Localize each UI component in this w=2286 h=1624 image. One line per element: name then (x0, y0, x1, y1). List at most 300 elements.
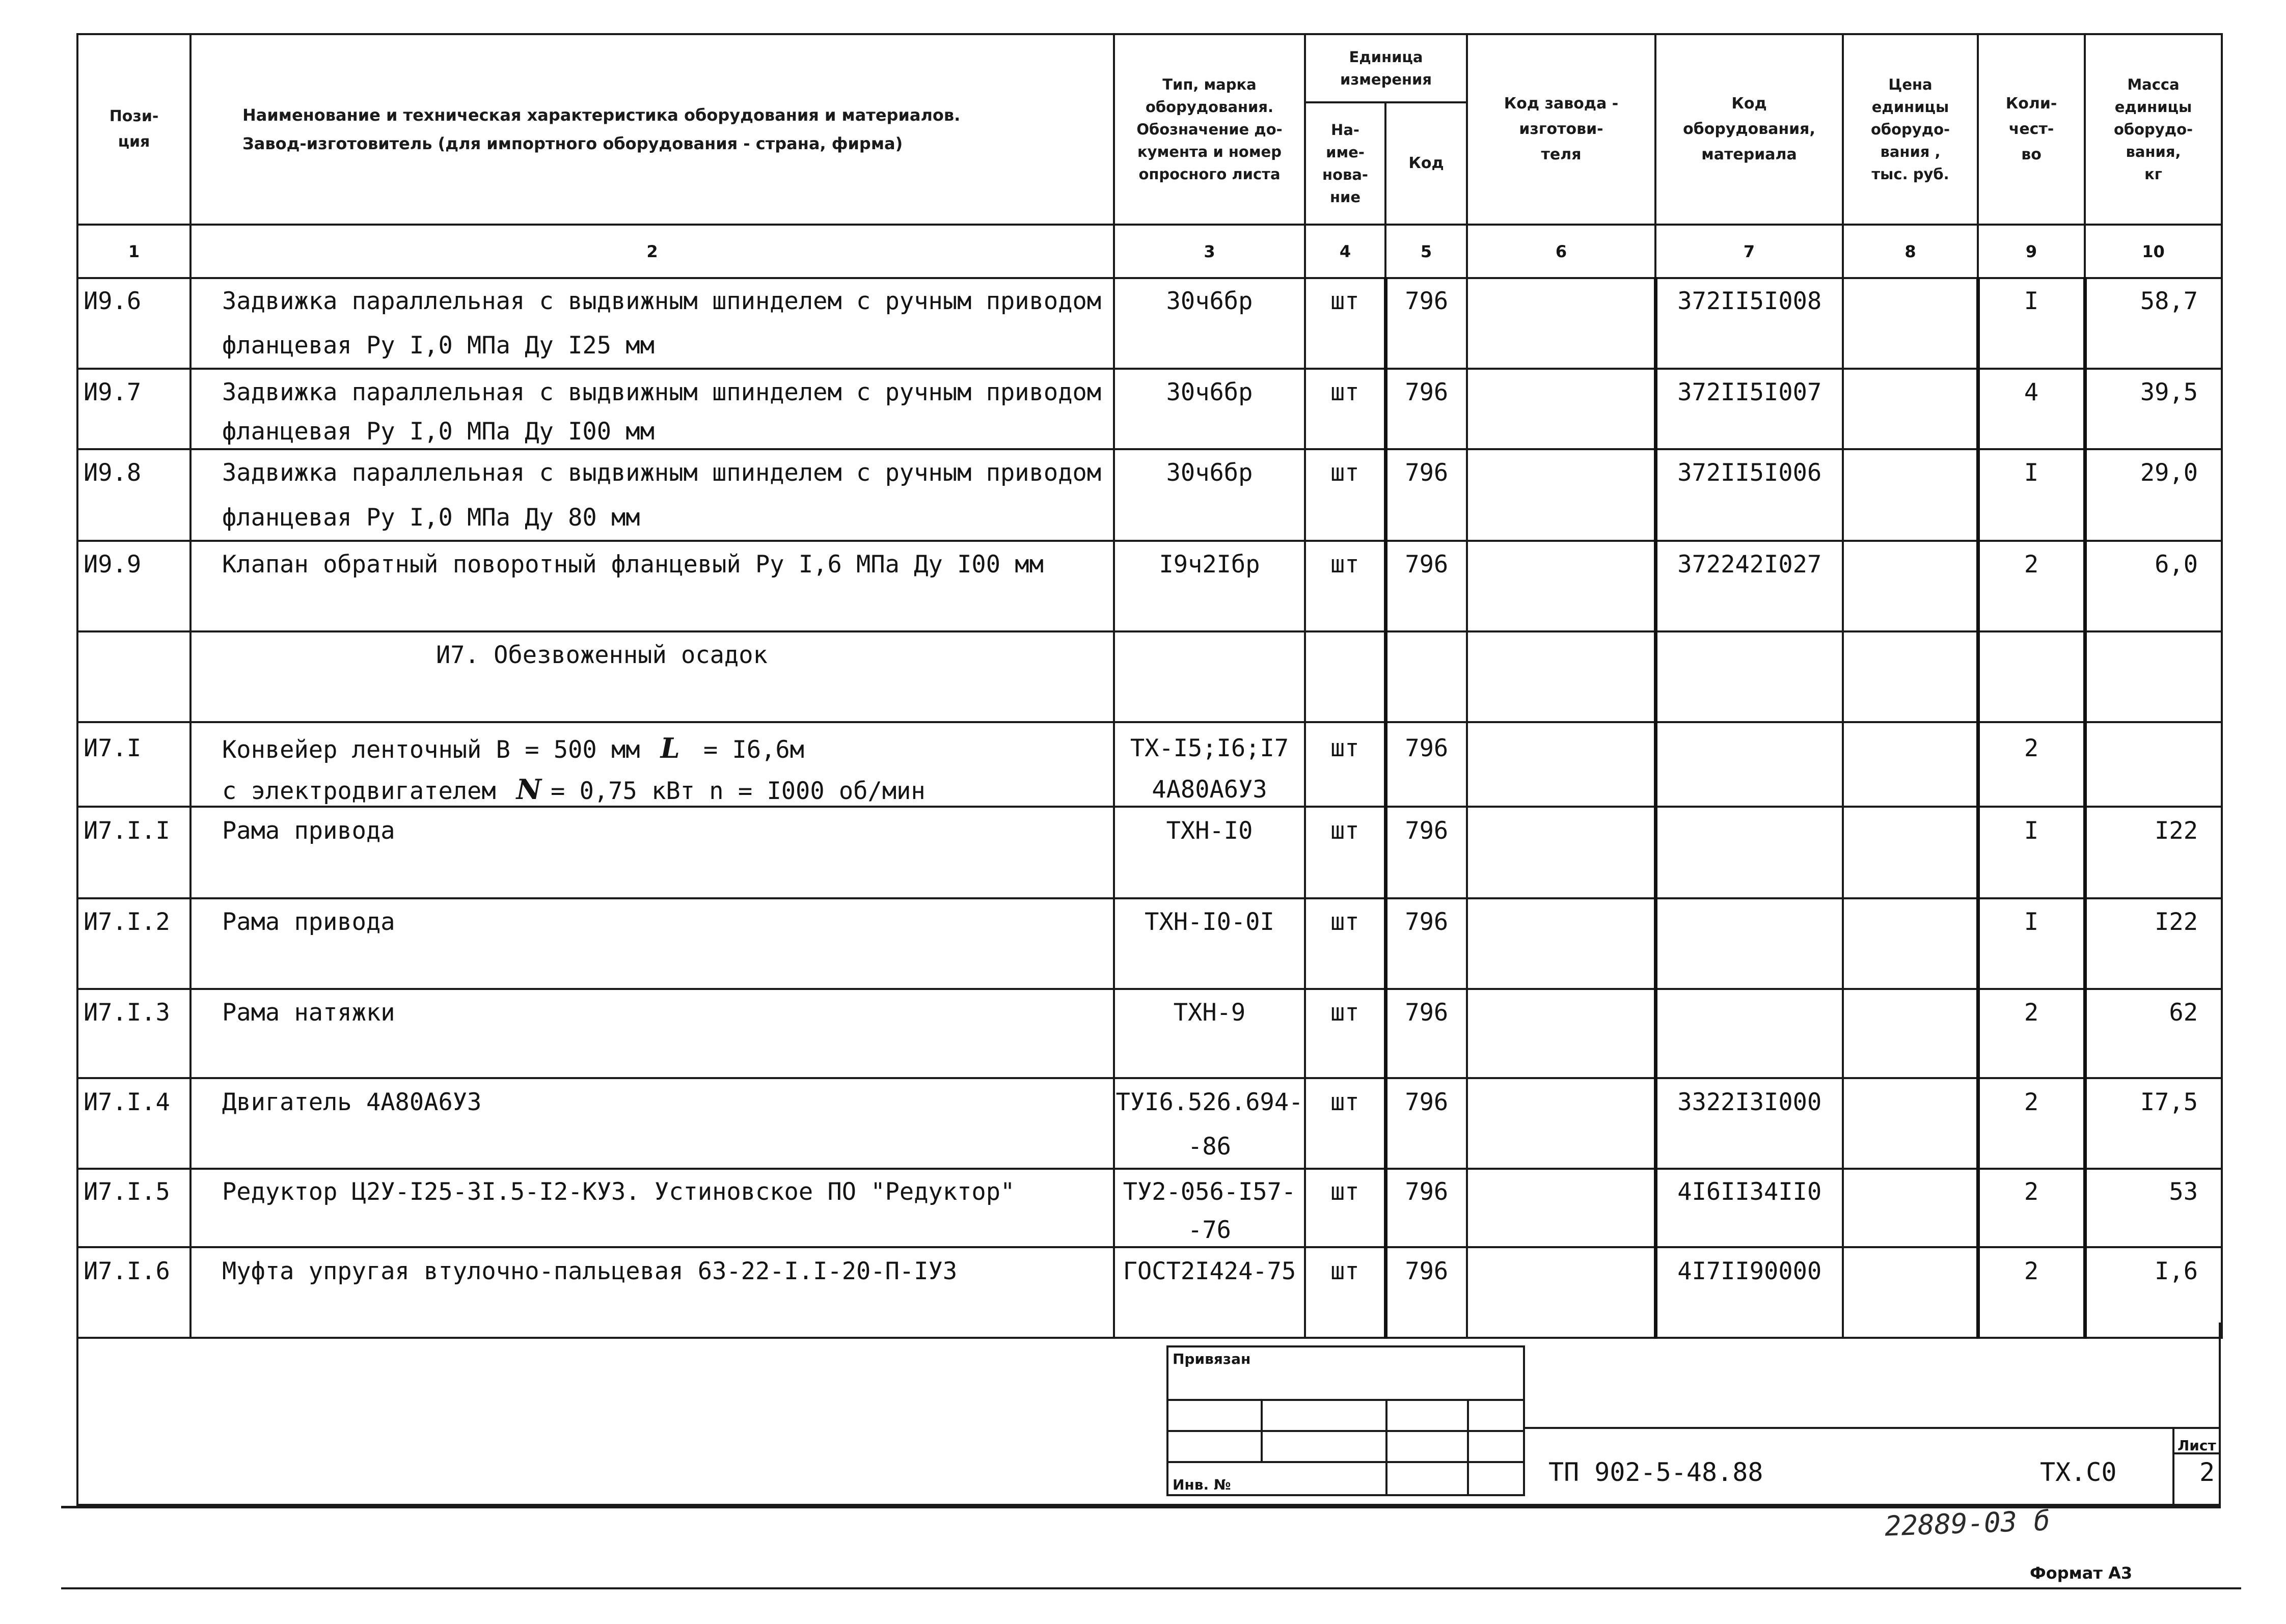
header-line: Наименование и техническая характеристика оборудования и материалов. (242, 105, 961, 125)
item-name: фланцевая Ру I,0 МПа Ду I00 мм (222, 417, 655, 446)
cell-type (1114, 944, 1305, 989)
cell-price (1843, 773, 1978, 807)
item-name: Конвейер ленточный В = 500 мм (222, 736, 640, 764)
cell-qty (1978, 587, 2085, 631)
cell-unit (1305, 369, 1385, 415)
column-number-row (77, 225, 2222, 278)
cell-value: И9.6 (84, 287, 142, 315)
cell-equip (1655, 989, 1843, 1035)
header-line: единицы (2114, 98, 2192, 116)
header-position (77, 34, 190, 225)
header-line: опросного листа (1138, 166, 1281, 183)
cell-price (1843, 722, 1978, 773)
item-name-tail: = 0,75 кВт n = I000 об/мин (551, 777, 926, 805)
cell-type (1114, 415, 1305, 449)
cell-type (1114, 1078, 1305, 1125)
cell-code (1385, 587, 1467, 631)
cell-plant (1467, 1125, 1655, 1169)
cell-plant (1467, 449, 1655, 495)
item-name: Рама привода (222, 816, 395, 845)
cell-qty (1978, 773, 2085, 807)
table-row (77, 722, 2222, 773)
header-line: Обозначение до- (1136, 121, 1283, 138)
cell-qty (1978, 722, 2085, 773)
cell-unit (1305, 807, 1385, 854)
cell-plant (1467, 944, 1655, 989)
cell-plant (1467, 495, 1655, 541)
cell-value: 2 (2024, 1088, 2039, 1116)
cell-pos (77, 722, 190, 773)
column-number: 1 (77, 225, 190, 278)
cell-mass (2085, 369, 2222, 415)
cell-price (1843, 278, 1978, 323)
cell-type (1114, 677, 1305, 722)
header-line: изготови- (1519, 120, 1603, 138)
header-line: вания, (2126, 143, 2181, 160)
header-line: Единица (1349, 48, 1423, 66)
item-name: с электродвигателем (222, 777, 496, 805)
header-unit-name (1305, 102, 1385, 225)
cell-type (1114, 1125, 1305, 1169)
cell-value: I,6 (2155, 1257, 2198, 1285)
cell-plant (1467, 1078, 1655, 1125)
cell-price (1843, 415, 1978, 449)
cell-unit (1305, 449, 1385, 495)
cell-equip (1655, 495, 1843, 541)
cell-type (1114, 495, 1305, 541)
cell-pos (77, 278, 190, 323)
cell-mass (2085, 807, 2222, 854)
cell-code (1385, 989, 1467, 1035)
cell-equip (1655, 722, 1843, 773)
cell-qty (1978, 541, 2085, 587)
page-trim-line (61, 1587, 2241, 1589)
title-block-line (1523, 1427, 2221, 1429)
cell-price (1843, 369, 1978, 415)
cell-mass (2085, 773, 2222, 807)
cell-plant (1467, 1247, 1655, 1294)
cell-price (1843, 1169, 1978, 1214)
header-line: Код завода - (1504, 95, 1619, 113)
header-line: име- (1326, 144, 1365, 161)
item-name: Муфта упругая втулочно-пальцевая 63-22-I.I-20-П-IУ3 (222, 1257, 958, 1285)
cell-value: 2 (2024, 1177, 2039, 1206)
table-row (77, 807, 2222, 854)
cell-value: И9.9 (84, 550, 142, 579)
cell-plant (1467, 722, 1655, 773)
cell-qty (1978, 898, 2085, 944)
header-plant-code (1467, 34, 1655, 225)
cell-pos (77, 415, 190, 449)
cell-unit (1305, 631, 1385, 677)
table-row (77, 495, 2222, 541)
cell-plant (1467, 773, 1655, 807)
document-number: ТП 902-5-48.88 (1548, 1457, 1763, 1487)
cell-value: 53 (2169, 1177, 2198, 1206)
cell-plant (1467, 898, 1655, 944)
cell-value: I22 (2155, 907, 2198, 936)
cell-equip (1655, 677, 1843, 722)
cell-price (1843, 1078, 1978, 1125)
cell-code (1385, 1169, 1467, 1214)
column-number: 4 (1305, 225, 1385, 278)
header-line: Коли- (2005, 95, 2057, 113)
cell-equip (1655, 1247, 1843, 1294)
cell-equip (1655, 278, 1843, 323)
cell-value: шт (1330, 1088, 1359, 1116)
cell-value: И7.I.4 (84, 1088, 170, 1116)
header-line: оборудования, (1683, 120, 1815, 138)
linked-label: Привязан (1167, 1346, 1524, 1400)
cell-price (1843, 1214, 1978, 1247)
cell-mass (2085, 495, 2222, 541)
cell-qty (1978, 1169, 2085, 1214)
cell-value: I (2024, 287, 2039, 315)
table-header (77, 34, 2222, 278)
cell-qty (1978, 449, 2085, 495)
cell-value: ТУI6.526.694- (1115, 1088, 1303, 1116)
document-code: ТХ.С0 (2040, 1457, 2117, 1487)
cell-type (1114, 631, 1305, 677)
cell-code (1385, 631, 1467, 677)
cell-name (190, 898, 1114, 944)
cell-plant (1467, 631, 1655, 677)
cell-qty (1978, 369, 2085, 415)
cell-code (1385, 898, 1467, 944)
cell-type (1114, 722, 1305, 773)
cell-pos (77, 1247, 190, 1294)
item-name: Рама натяжки (222, 998, 395, 1027)
cell-value: 372242I027 (1677, 550, 1822, 579)
cell-type (1114, 854, 1305, 898)
cell-mass (2085, 631, 2222, 677)
table-row (77, 415, 2222, 449)
table-row (77, 1035, 2222, 1078)
cell-value: И9.7 (84, 378, 142, 406)
header-line: Тип, марка (1162, 76, 1257, 93)
cell-type (1114, 807, 1305, 854)
header-line: во (2021, 146, 2042, 163)
cell-value: ТХН-I0 (1166, 816, 1253, 845)
cell-value: шт (1330, 907, 1359, 936)
header-line: ние (1329, 188, 1361, 206)
cell-pos (77, 587, 190, 631)
cell-value: 30ч6бр (1166, 378, 1253, 406)
cell-equip (1655, 1035, 1843, 1078)
cell-plant (1467, 677, 1655, 722)
cell-mass (2085, 587, 2222, 631)
table-row (77, 854, 2222, 898)
frame-bottom-line (61, 1506, 2221, 1508)
cell-mass (2085, 677, 2222, 722)
cell-type (1114, 449, 1305, 495)
cell-type (1114, 1035, 1305, 1078)
cell-qty (1978, 1214, 2085, 1247)
cell-value: ТХ-I5;I6;I7 (1130, 734, 1289, 762)
cell-unit (1305, 587, 1385, 631)
table-row (77, 587, 2222, 631)
cell-equip (1655, 773, 1843, 807)
cell-equip (1655, 1214, 1843, 1247)
cell-mass (2085, 278, 2222, 323)
table-row (77, 1078, 2222, 1125)
cell-type (1114, 278, 1305, 323)
header-line: Масса (2127, 76, 2180, 93)
cell-value: I22 (2155, 816, 2198, 845)
cell-qty (1978, 1125, 2085, 1169)
header-price (1843, 34, 1978, 225)
cell-name (190, 944, 1114, 989)
cell-plant (1467, 369, 1655, 415)
cell-unit (1305, 278, 1385, 323)
table-row (77, 773, 2222, 807)
cell-type (1114, 898, 1305, 944)
header-line: оборудо- (2113, 121, 2193, 138)
cell-mass (2085, 1169, 2222, 1214)
header-line: Цена (1888, 76, 1933, 93)
cell-pos (77, 449, 190, 495)
cell-value: шт (1330, 458, 1359, 487)
cell-equip (1655, 369, 1843, 415)
header-line: ция (118, 133, 150, 151)
table-row (77, 944, 2222, 989)
specification-table (76, 33, 2223, 1339)
table-row (77, 1169, 2222, 1214)
header-mass (2085, 34, 2222, 225)
cell-qty (1978, 495, 2085, 541)
cell-unit (1305, 854, 1385, 898)
header-line: единицы (1871, 98, 1949, 116)
header-line: На- (1331, 121, 1359, 139)
cell-equip (1655, 854, 1843, 898)
cell-qty (1978, 415, 2085, 449)
item-name-tail: = I6,6м (689, 736, 804, 764)
cell-qty (1978, 854, 2085, 898)
cell-value: 2 (2024, 1257, 2039, 1285)
cell-mass (2085, 415, 2222, 449)
section-row (77, 631, 2222, 677)
cell-value: 372II5I008 (1677, 287, 1822, 315)
cell-value: 2 (2024, 998, 2039, 1027)
header-quantity (1978, 34, 2085, 225)
cell-plant (1467, 587, 1655, 631)
cell-value: шт (1330, 287, 1359, 315)
cell-equip (1655, 1125, 1843, 1169)
item-name: Редуктор Ц2У-I25-3I.5-I2-КУ3. Устиновское ПО "Редуктор" (222, 1177, 1015, 1206)
column-number: 3 (1114, 225, 1305, 278)
header-equipment-code (1655, 34, 1843, 225)
header-line: теля (1541, 146, 1582, 163)
table-body (77, 278, 2222, 1338)
cell-plant (1467, 1035, 1655, 1078)
cell-name (190, 587, 1114, 631)
cell-value: 796 (1405, 458, 1449, 487)
cell-value: I (2024, 458, 2039, 487)
cell-value: I7,5 (2140, 1088, 2198, 1116)
cell-plant (1467, 989, 1655, 1035)
cell-unit (1305, 944, 1385, 989)
cell-equip (1655, 323, 1843, 369)
table-row (77, 278, 2222, 323)
cell-pos (77, 1125, 190, 1169)
cell-code (1385, 773, 1467, 807)
cell-unit (1305, 415, 1385, 449)
cell-code (1385, 323, 1467, 369)
cell-type (1114, 587, 1305, 631)
cell-mass (2085, 944, 2222, 989)
cell-value: шт (1330, 378, 1359, 406)
cell-type (1114, 773, 1305, 807)
sheet-label: Лист (2178, 1437, 2216, 1454)
cell-mass (2085, 989, 2222, 1035)
cell-pos (77, 1078, 190, 1125)
table-row (77, 1125, 2222, 1169)
cell-unit (1305, 541, 1385, 587)
cell-value: I9ч2Iбр (1159, 550, 1260, 579)
cell-unit (1305, 1125, 1385, 1169)
cell-name (190, 1169, 1114, 1214)
cell-mass (2085, 854, 2222, 898)
cell-pos (77, 773, 190, 807)
cell-value: -86 (1188, 1132, 1231, 1161)
column-number: 2 (190, 225, 1114, 278)
table-row (77, 989, 2222, 1035)
cell-code (1385, 1078, 1467, 1125)
cell-name (190, 278, 1114, 323)
cell-value: 796 (1405, 816, 1449, 845)
cell-type (1114, 989, 1305, 1035)
cell-plant (1467, 854, 1655, 898)
cell-equip (1655, 631, 1843, 677)
cell-plant (1467, 415, 1655, 449)
table-row (77, 1247, 2222, 1294)
sheet-box-divider (2172, 1427, 2174, 1506)
cell-type (1114, 369, 1305, 415)
handwritten-symbol: N (516, 773, 541, 806)
cell-pos (77, 989, 190, 1035)
cell-pos (77, 541, 190, 587)
cell-value: 39,5 (2140, 378, 2198, 406)
cell-qty (1978, 278, 2085, 323)
format-label: Формат А3 (2030, 1563, 2133, 1583)
item-name: И7. Обезвоженный осадок (436, 641, 768, 669)
cell-value: 58,7 (2140, 287, 2198, 315)
cell-pos (77, 807, 190, 854)
cell-pos (77, 495, 190, 541)
item-name: фланцевая Ру I,0 МПа Ду I25 мм (222, 331, 655, 360)
inventory-number: 22889-03 б (1884, 1504, 2051, 1543)
cell-name (190, 1125, 1114, 1169)
cell-equip (1655, 898, 1843, 944)
cell-value: 796 (1405, 287, 1449, 315)
cell-value: 796 (1405, 550, 1449, 579)
cell-code (1385, 677, 1467, 722)
cell-price (1843, 587, 1978, 631)
cell-name (190, 1214, 1114, 1247)
table-row (77, 541, 2222, 587)
cell-value: 796 (1405, 998, 1449, 1027)
header-line: Пози- (109, 107, 159, 125)
cell-value: И7.I.5 (84, 1177, 170, 1206)
cell-value: 3322I3I000 (1677, 1088, 1822, 1116)
cell-plant (1467, 278, 1655, 323)
item-name: Клапан обратный поворотный фланцевый Ру I,6 МПа Ду I00 мм (222, 550, 1044, 579)
cell-value: 372II5I006 (1677, 458, 1822, 487)
drawing-frame (76, 1323, 2221, 1506)
cell-pos (77, 677, 190, 722)
header-line: оборудования. (1145, 98, 1274, 116)
cell-price (1843, 631, 1978, 677)
cell-unit (1305, 677, 1385, 722)
cell-name (190, 369, 1114, 415)
table-row (77, 677, 2222, 722)
cell-qty (1978, 989, 2085, 1035)
cell-pos (77, 1169, 190, 1214)
cell-mass (2085, 1214, 2222, 1247)
cell-value: ТХН-9 (1173, 998, 1246, 1027)
cell-value: И7.I.I (84, 816, 170, 845)
cell-price (1843, 944, 1978, 989)
cell-plant (1467, 807, 1655, 854)
cell-unit (1305, 323, 1385, 369)
header-line: материала (1701, 146, 1797, 163)
cell-value: I (2024, 907, 2039, 936)
cell-type (1114, 1214, 1305, 1247)
cell-value: шт (1330, 998, 1359, 1027)
cell-value: 30ч6бр (1166, 458, 1253, 487)
cell-value: 2 (2024, 550, 2039, 579)
cell-name (190, 495, 1114, 541)
cell-unit (1305, 989, 1385, 1035)
cell-name (190, 1078, 1114, 1125)
cell-qty (1978, 944, 2085, 989)
header-type (1114, 34, 1305, 225)
cell-name (190, 323, 1114, 369)
cell-value: 796 (1405, 1257, 1449, 1285)
cell-unit (1305, 1169, 1385, 1214)
table-row (77, 898, 2222, 944)
cell-price (1843, 854, 1978, 898)
header-line: Завод-изготовитель (для импортного оборудования - страна, фирма) (242, 134, 903, 153)
header-line: Код (1731, 95, 1767, 113)
cell-value: -76 (1188, 1216, 1231, 1244)
column-number: 10 (2085, 225, 2222, 278)
cell-value: I (2024, 816, 2039, 845)
cell-price (1843, 449, 1978, 495)
cell-value: ГОСТ2I424-75 (1123, 1257, 1296, 1285)
cell-value: 4 (2024, 378, 2039, 406)
cell-pos (77, 631, 190, 677)
cell-price (1843, 1035, 1978, 1078)
cell-value: И9.8 (84, 458, 142, 487)
cell-code (1385, 541, 1467, 587)
cell-name (190, 1247, 1114, 1294)
cell-price (1843, 323, 1978, 369)
cell-equip (1655, 944, 1843, 989)
table-row (77, 323, 2222, 369)
cell-qty (1978, 631, 2085, 677)
cell-name (190, 854, 1114, 898)
cell-value: И7.I (84, 734, 142, 762)
cell-value: 796 (1405, 734, 1449, 762)
cell-equip (1655, 1169, 1843, 1214)
cell-unit (1305, 1035, 1385, 1078)
cell-value: шт (1330, 550, 1359, 579)
header-line: кумента и номер (1137, 143, 1282, 160)
cell-value: 796 (1405, 1177, 1449, 1206)
cell-mass (2085, 449, 2222, 495)
cell-value: И7.I.3 (84, 998, 170, 1027)
